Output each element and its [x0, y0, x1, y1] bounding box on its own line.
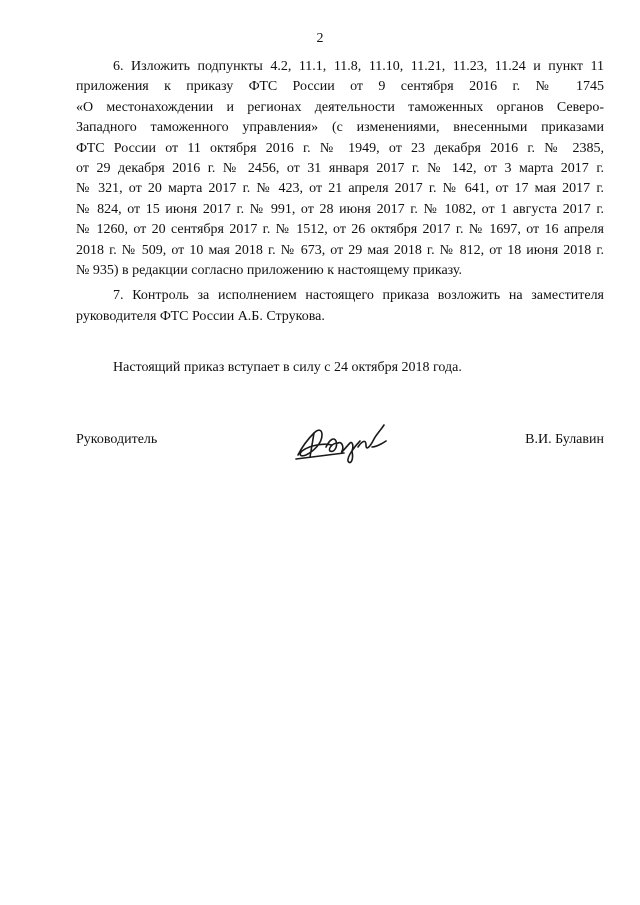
paragraph-6-line: № 824, от 15 июня 2017 г. № 991, от 28 июня 2017 г. № 1082, от 1 августа 2017 г.: [76, 201, 604, 217]
document-body: [76, 57, 604, 327]
paragraph-6-line: ФТС России от 11 октября 2016 г. № 1949, от 23 декабря 2016 г. № 2385,: [76, 140, 604, 156]
page-number: 2: [316, 31, 324, 46]
signatory-title: Руководитель: [76, 432, 158, 447]
paragraph-7-line: руководителя ФТС России А.Б. Струкова.: [76, 308, 325, 324]
handwritten-signature: [292, 417, 392, 467]
paragraph-6-line: Западного таможенного управления» (с изменениями, внесенными приказами: [76, 120, 604, 136]
effective-date-statement: Настоящий приказ вступает в силу с 24 октября 2018 года.: [113, 360, 462, 375]
paragraph-7-line: 7. Контроль за исполнением настоящего приказа возложить на заместителя: [113, 288, 604, 304]
signatory-name: В.И. Булавин: [525, 432, 604, 447]
signature-block: [76, 427, 604, 487]
paragraph-6-line: приложения к приказу ФТС России от 9 сентября 2016 г. № 1745: [76, 79, 604, 95]
paragraph-6-line: от 29 декабря 2016 г. № 2456, от 31 января 2017 г. № 142, от 3 марта 2017 г.: [76, 160, 604, 176]
paragraph-6-line: 2018 г. № 509, от 10 мая 2018 г. № 673, от 29 мая 2018 г. № 812, от 18 июня 2018 г.: [76, 242, 604, 258]
paragraph-6-line: «О местонахождении и регионах деятельности таможенных органов Северо-: [76, 99, 604, 115]
paragraph-7: [76, 286, 604, 327]
paragraph-6-line: № 1260, от 20 сентября 2017 г. № 1512, от 26 октября 2017 г. № 1697, от 16 апреля: [76, 222, 604, 238]
paragraph-6: [76, 57, 604, 281]
paragraph-6-line: 6. Изложить подпункты 4.2, 11.1, 11.8, 11.10, 11.21, 11.23, 11.24 и пункт 11: [113, 59, 604, 74]
paragraph-6-line: № 935) в редакции согласно приложению к настоящему приказу.: [76, 262, 462, 278]
paragraph-6-line: № 321, от 20 марта 2017 г. № 423, от 21 апреля 2017 г. № 641, от 17 мая 2017 г.: [76, 181, 604, 197]
